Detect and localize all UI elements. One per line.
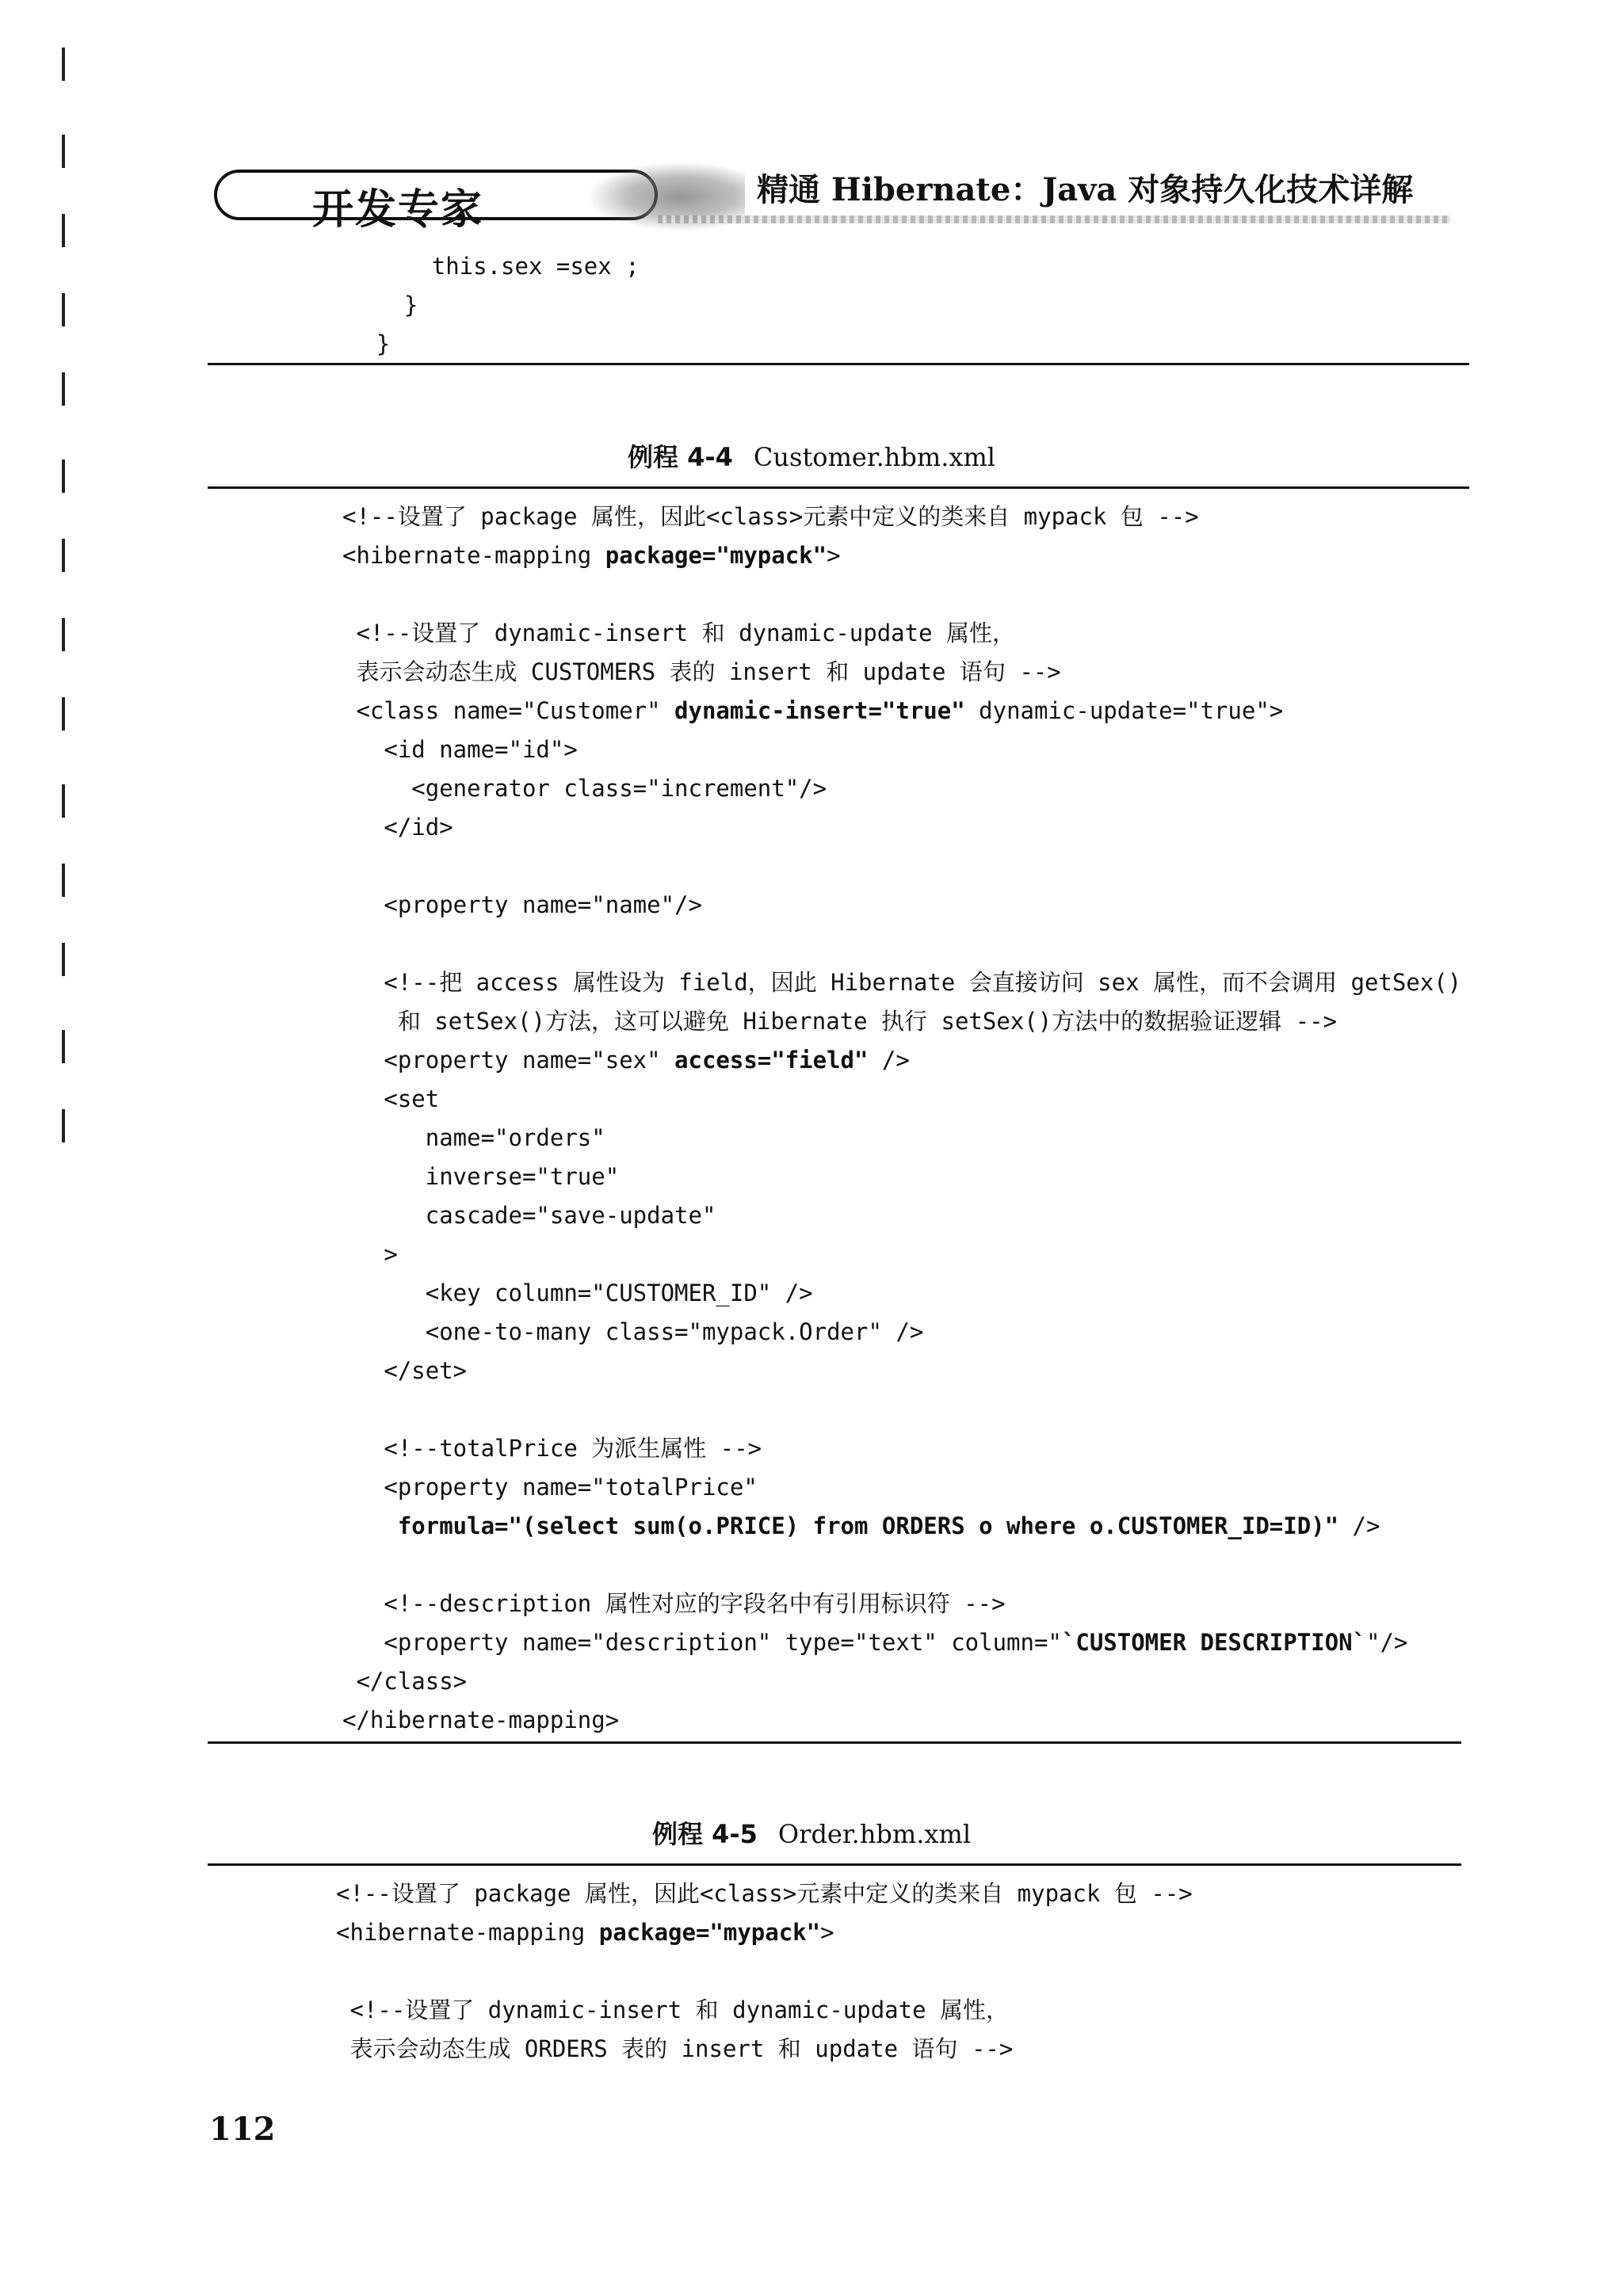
code-line [342,847,1461,886]
caption-label: 例程 4-4 [627,442,733,472]
code-line: <property name="description" type="text" column="`CUSTOMER DESCRIPTION`"/> [342,1629,1408,1656]
code-line: </id> [342,814,453,841]
code-line [336,1952,1193,1991]
code-line: </class> [342,1668,468,1695]
series-badge-label: 开发专家 [312,186,484,234]
listing-start-rule [208,486,1469,489]
margin-mark [62,135,65,168]
code-line: <property name="name"/> [342,891,702,918]
code-line: <!--设置了 dynamic-insert 和 dynamic-update 属性， [342,620,1016,646]
code-line: <one-to-many class="mypack.Order" /> [342,1318,924,1345]
margin-mark [62,372,65,406]
code-listing-order [336,1875,1193,2069]
code-line: formula="(select sum(o.PRICE) from ORDERS o where o.CUSTOMER_ID=ID)" /> [397,1512,1381,1539]
code-listing-continued [349,247,640,364]
code-line: <!--设置了 package 属性，因此<class>元素中定义的类来自 mypack 包 --> [342,503,1199,530]
code-line: <hibernate-mapping package="mypack"> [336,1919,834,1946]
caption-example-4-4 [0,437,1623,474]
margin-mark [62,697,65,730]
margin-mark [62,784,65,818]
code-line [342,1390,1461,1429]
margin-mark [62,48,65,81]
caption-filename: Order.hbm.xml [777,1819,972,1849]
book-title: 精通 Hibernate：Java 对象持久化技术详解 [757,171,1414,208]
code-line: this.sex =sex ; [349,253,640,280]
code-line: 表示会动态生成 ORDERS 表的 insert 和 update 语句 --> [336,2035,1014,2062]
margin-mark [62,1030,65,1063]
code-line: cascade="save-update" [342,1202,716,1229]
margin-mark [62,943,65,976]
code-line: </hibernate-mapping> [342,1707,620,1733]
running-header [214,155,1450,235]
code-line: <property name="sex" access="field" /> [342,1047,910,1074]
code-line: name="orders" [342,1124,605,1151]
code-line: <set [342,1085,440,1112]
code-line: <key column="CUSTOMER_ID" /> [342,1280,813,1306]
margin-mark [62,618,65,651]
code-line: </set> [342,1357,468,1384]
code-line: inverse="true" [342,1163,620,1190]
code-line: <!--把 access 属性设为 field，因此 Hibernate 会直接访问 sex 属性，而不会调用 getSex() [342,969,1462,996]
code-line: <class name="Customer" dynamic-insert="true" dynamic-update="true"> [342,697,1284,724]
margin-mark [62,1109,65,1142]
listing-start-rule [208,1863,1461,1866]
margin-mark [62,864,65,897]
code-line: <id name="id"> [342,736,578,763]
margin-mark [62,293,65,326]
code-line: <hibernate-mapping package="mypack"> [342,542,841,569]
code-line: 表示会动态生成 CUSTOMERS 表的 insert 和 update 语句 --> [342,658,1061,685]
code-line: 和 setSex()方法，这可以避免 Hibernate 执行 setSex()方法中的数据验证逻辑 --> [342,1008,1338,1035]
code-line: <!--设置了 dynamic-insert 和 dynamic-update 属性， [336,1997,1010,2023]
margin-marks [62,48,67,1141]
header-rule [658,215,1450,223]
code-line [342,575,1461,614]
code-listing-customer [342,498,1461,1740]
code-line: } [349,330,391,357]
page-number: 112 [209,2111,276,2148]
code-line: <property name="totalPrice" [342,1474,758,1501]
listing-end-rule [208,1741,1461,1744]
margin-mark [62,214,65,247]
code-line: <!--设置了 package 属性，因此<class>元素中定义的类来自 mypack 包 --> [336,1880,1193,1907]
caption-filename: Customer.hbm.xml [753,442,996,472]
margin-mark [62,539,65,572]
code-line: } [349,292,418,318]
code-line: <!--totalPrice 为派生属性 --> [342,1435,762,1462]
code-line [342,1546,1461,1585]
code-line: <!--description 属性对应的字段名中有引用标识符 --> [342,1590,1006,1617]
listing-end-rule [208,363,1469,365]
caption-label: 例程 4-5 [651,1819,758,1849]
code-line: > [342,1241,398,1268]
code-line [342,925,1461,963]
code-line: <generator class="increment"/> [342,775,827,802]
caption-example-4-5 [0,1814,1623,1851]
